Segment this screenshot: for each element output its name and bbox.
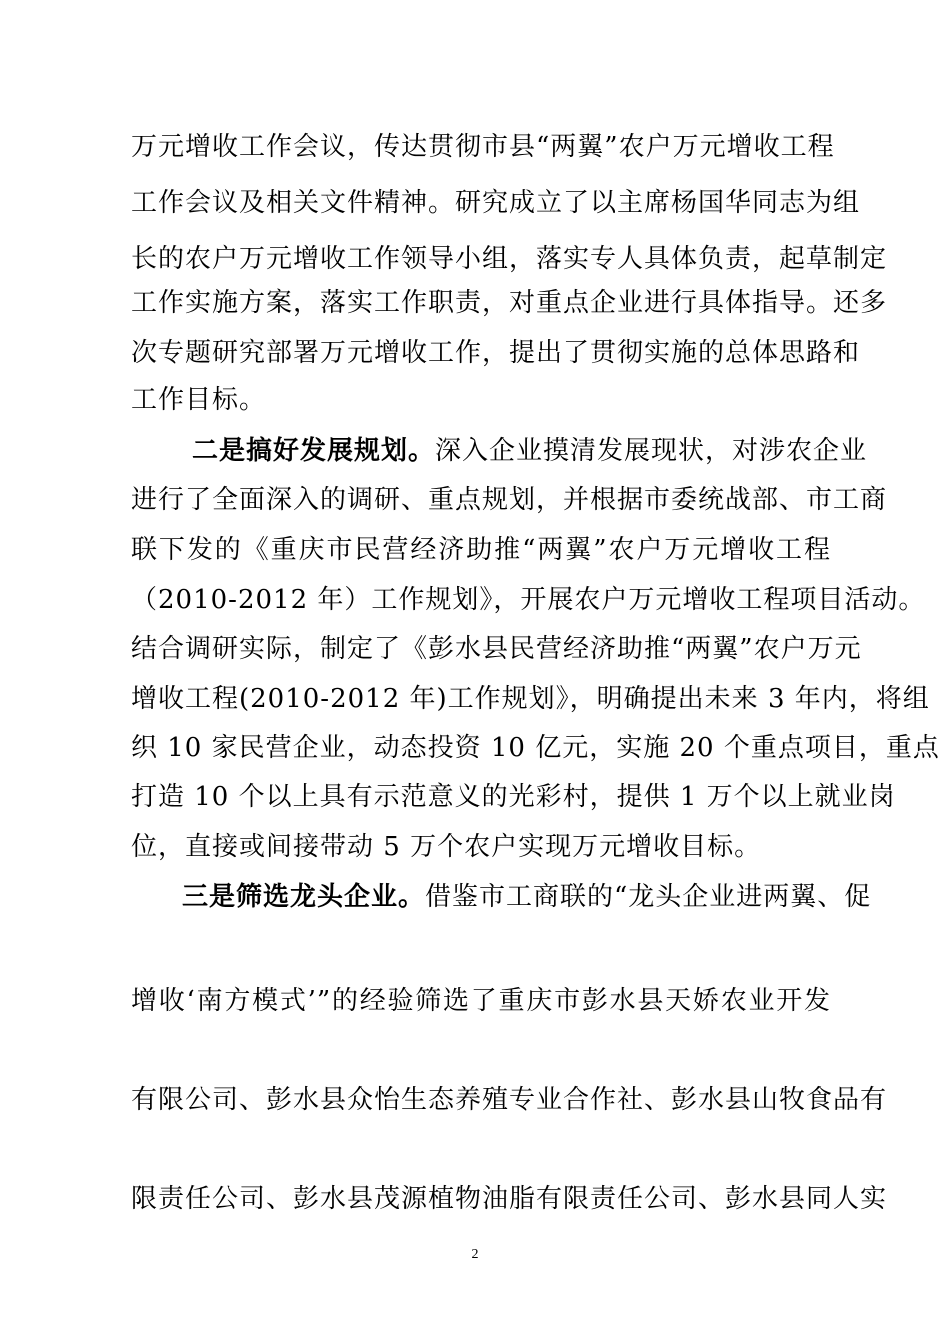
paragraph1-line: 工作目标。 — [131, 385, 267, 415]
paragraph2-line: 联下发的《重庆市民营经济助推“两翼”农户万元增收工程 — [131, 535, 831, 565]
paragraph1-line: 工作会议及相关文件精神。研究成立了以主席杨国华同志为组 — [131, 188, 861, 218]
paragraph1-line: 工作实施方案，落实工作职责，对重点企业进行具体指导。还多 — [131, 288, 888, 318]
paragraph3-heading: 三是筛选龙头企业。 — [182, 882, 426, 912]
paragraph2-line: 织 10 家民营企业，动态投资 10 亿元，实施 20 个重点项目，重点 — [131, 733, 940, 763]
paragraph2-line: 进行了全面深入的调研、重点规划，并根据市委统战部、市工商 — [131, 485, 888, 515]
paragraph2-first-line-text: 深入企业摸清发展现状，对涉农企业 — [435, 436, 868, 466]
paragraph2-line: 位，直接或间接带动 5 万个农户实现万元增收目标。 — [131, 832, 762, 862]
paragraph3-line: 有限公司、彭水县众怡生态养殖专业合作社、彭水县山牧食品有 — [131, 1085, 888, 1115]
paragraph2-line: 增收工程(2010-2012 年)工作规划》，明确提出未来 3 年内，将组 — [131, 684, 930, 714]
paragraph3-first-line — [182, 880, 872, 914]
paragraph3-line: 限责任公司、彭水县茂源植物油脂有限责任公司、彭水县同人实 — [131, 1184, 888, 1214]
page-number: 2 — [471, 1247, 479, 1262]
paragraph1-line: 次专题研究部署万元增收工作，提出了贯彻实施的总体思路和 — [131, 338, 861, 368]
paragraph1-line: 长的农户万元增收工作领导小组，落实专人具体负责，起草制定 — [131, 244, 888, 274]
paragraph2-heading: 二是搞好发展规划。 — [192, 436, 436, 466]
paragraph3-line: 增收‘南方模式’”的经验筛选了重庆市彭水县天娇农业开发 — [131, 986, 831, 1016]
paragraph2-line: （2010-2012 年）工作规划》，开展农户万元增收工程项目活动。 — [131, 585, 926, 615]
paragraph3-first-line-text: 借鉴市工商联的“龙头企业进两翼、促 — [425, 882, 872, 912]
paragraph2-line: 结合调研实际，制定了《彭水县民营经济助推“两翼”农户万元 — [131, 634, 862, 664]
paragraph1-line: 万元增收工作会议，传达贯彻市县“两翼”农户万元增收工程 — [131, 132, 835, 162]
paragraph2-line: 打造 10 个以上具有示范意义的光彩村，提供 1 万个以上就业岗 — [131, 782, 896, 812]
paragraph2-first-line — [192, 434, 868, 468]
